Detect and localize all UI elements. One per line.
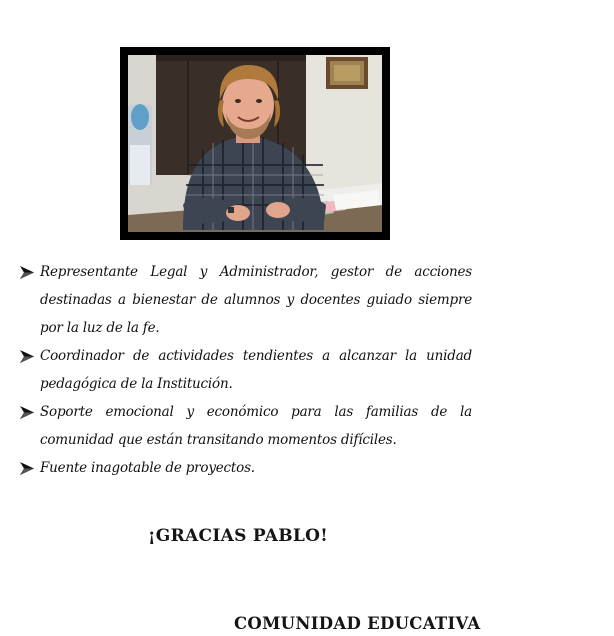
- portrait-photo: [128, 55, 382, 232]
- list-item: [20, 398, 472, 454]
- signature: COMUNIDAD EDUCATIVA: [234, 614, 481, 633]
- bullet-text: Soporte emocional y económico para las familias de la comunidad que están transitando momentos difíciles.: [40, 404, 472, 448]
- thanks-heading: ¡GRACIAS PABLO!: [148, 526, 328, 546]
- bullet-text: Fuente inagotable de proyectos.: [40, 460, 255, 476]
- arrow-bullet-icon: [20, 350, 34, 363]
- photo-frame: [120, 47, 390, 240]
- arrow-bullet-icon: [20, 266, 34, 279]
- list-item: [20, 258, 472, 342]
- list-item: [20, 454, 472, 482]
- bullet-text: Representante Legal y Administrador, gestor de acciones destinadas a bienestar de alumnos y docentes guiado siempre por la luz de la fe.: [40, 264, 472, 336]
- arrow-bullet-icon: [20, 462, 34, 475]
- bullet-list: [20, 258, 472, 482]
- list-item: [20, 342, 472, 398]
- arrow-bullet-icon: [20, 406, 34, 419]
- bullet-text: Coordinador de actividades tendientes a alcanzar la unidad pedagógica de la Institución.: [40, 348, 472, 392]
